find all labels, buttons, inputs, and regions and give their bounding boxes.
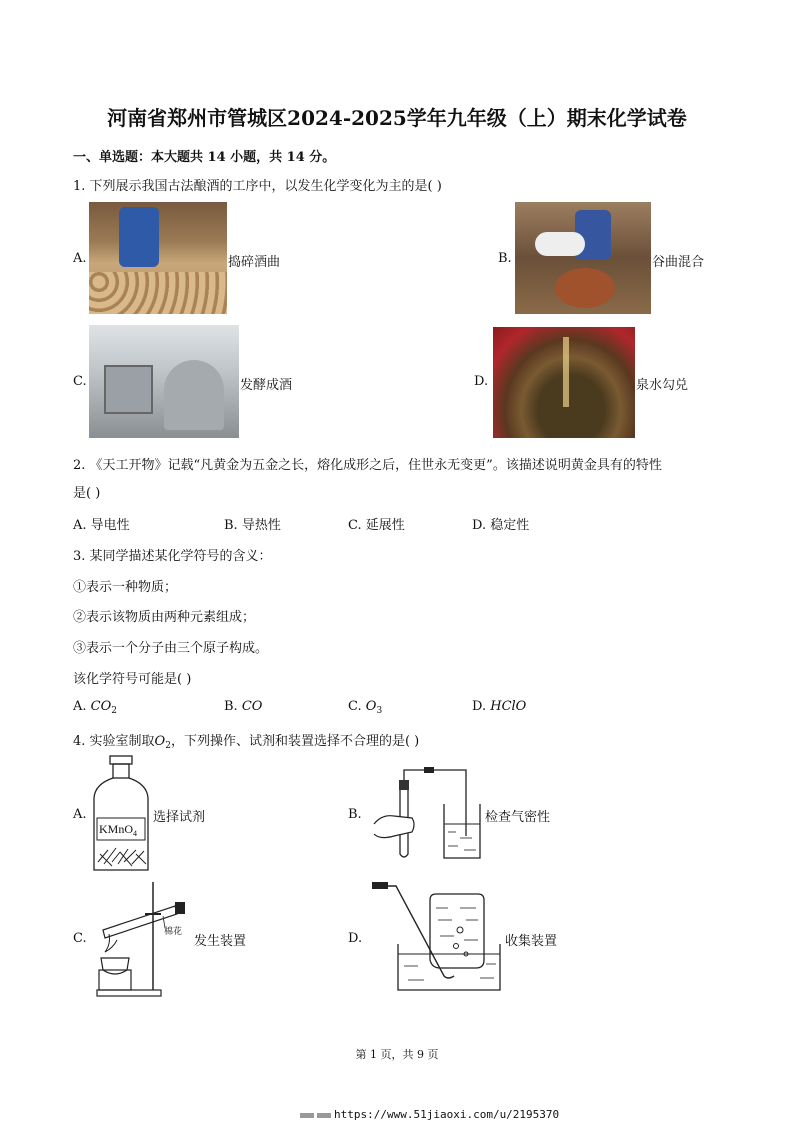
qu-cakes (89, 272, 227, 314)
q1-option-a-letter: A. (73, 251, 87, 266)
q2-stem-line1: 2. 《天工开物》记载“凡黄金为五金之长，熔化成形之后，住世永无变更”。该描述说明黄金具有的特性 (73, 458, 662, 473)
q1-option-c-letter: C. (73, 374, 87, 389)
generation-apparatus-diagram (93, 878, 193, 1000)
q1-option-b-photo (515, 202, 651, 314)
source-url[interactable]: https://www.51jiaoxi.com/u/2195370 (300, 1108, 559, 1121)
q1-option-c-photo (89, 325, 239, 438)
q1-option-b-text: 谷曲混合 (652, 255, 705, 270)
q3-option-d: D. HClO (472, 699, 527, 714)
q1-option-d-letter: D. (474, 374, 489, 389)
q1-option-d-photo (493, 327, 635, 438)
q3-ask: 该化学符号可能是( ) (73, 672, 192, 687)
bottle-label: KMnO$_4$ (99, 822, 138, 838)
q4-option-d-letter: D. (348, 931, 363, 946)
q3-option-a: A. $CO_2$ (73, 699, 118, 716)
q4-option-a-text: 选择试剂 (153, 810, 206, 825)
q1-option-b-letter: B. (498, 251, 512, 266)
q4-option-a-letter: A. (73, 807, 87, 822)
section-heading: 一、单选题：本大题共 14 小题，共 14 分。 (73, 150, 336, 165)
q4-option-b-letter: B. (348, 807, 362, 822)
q3-item-2: ②表示该物质由两种元素组成； (73, 610, 256, 625)
q3-item-1: ①表示一种物质； (73, 580, 178, 595)
q1-option-d-text: 泉水勾兑 (636, 378, 689, 393)
page-title: 河南省郑州市管城区2024-2025学年九年级（上）期末化学试卷 (107, 106, 687, 130)
clay-jar (555, 268, 615, 308)
airtightness-diagram (368, 764, 484, 864)
q2-stem-line2: 是( ) (73, 486, 101, 501)
q2-option-b: B. 导热性 (224, 518, 281, 533)
control-panel (104, 365, 153, 414)
distiller-tank (164, 360, 224, 430)
q4-option-b-text: 检查气密性 (485, 810, 551, 825)
q1-option-a-text: 捣碎酒曲 (228, 255, 281, 270)
watermark-icon (317, 1113, 331, 1118)
collection-apparatus-diagram (368, 880, 504, 994)
q4-stem: 4. 实验室制取$O_2$，下列操作、试剂和装置选择不合理的是( ) (73, 734, 420, 751)
water-stream (563, 337, 569, 407)
q3-item-3: ③表示一个分子由三个原子构成。 (73, 641, 269, 656)
q4-option-c-text: 发生装置 (194, 934, 247, 949)
q1-option-c-text: 发酵成酒 (240, 378, 293, 393)
grain-bag (535, 232, 585, 256)
q4-option-d-text: 收集装置 (505, 934, 558, 949)
watermark-icon (300, 1113, 314, 1118)
q2-option-a: A. 导电性 (73, 518, 130, 533)
q1-stem: 1. 下列展示我国古法酿酒的工序中，以发生化学变化为主的是( ) (73, 179, 442, 194)
page-number: 第 1 页，共 9 页 (355, 1048, 439, 1061)
q4-option-c-letter: C. (73, 931, 87, 946)
reagent-bottle-diagram (90, 754, 152, 876)
worker-figure (119, 207, 159, 267)
q2-option-c: C. 延展性 (348, 518, 405, 533)
q3-option-c: C. $O_3$ (348, 699, 383, 716)
q3-option-b: B. CO (224, 699, 263, 714)
q3-stem: 3. 某同学描述某化学符号的含义： (73, 549, 272, 564)
q2-option-d: D. 稳定性 (472, 518, 530, 533)
q1-option-a-photo (89, 202, 227, 314)
cotton-label: 棉花 (164, 927, 183, 937)
